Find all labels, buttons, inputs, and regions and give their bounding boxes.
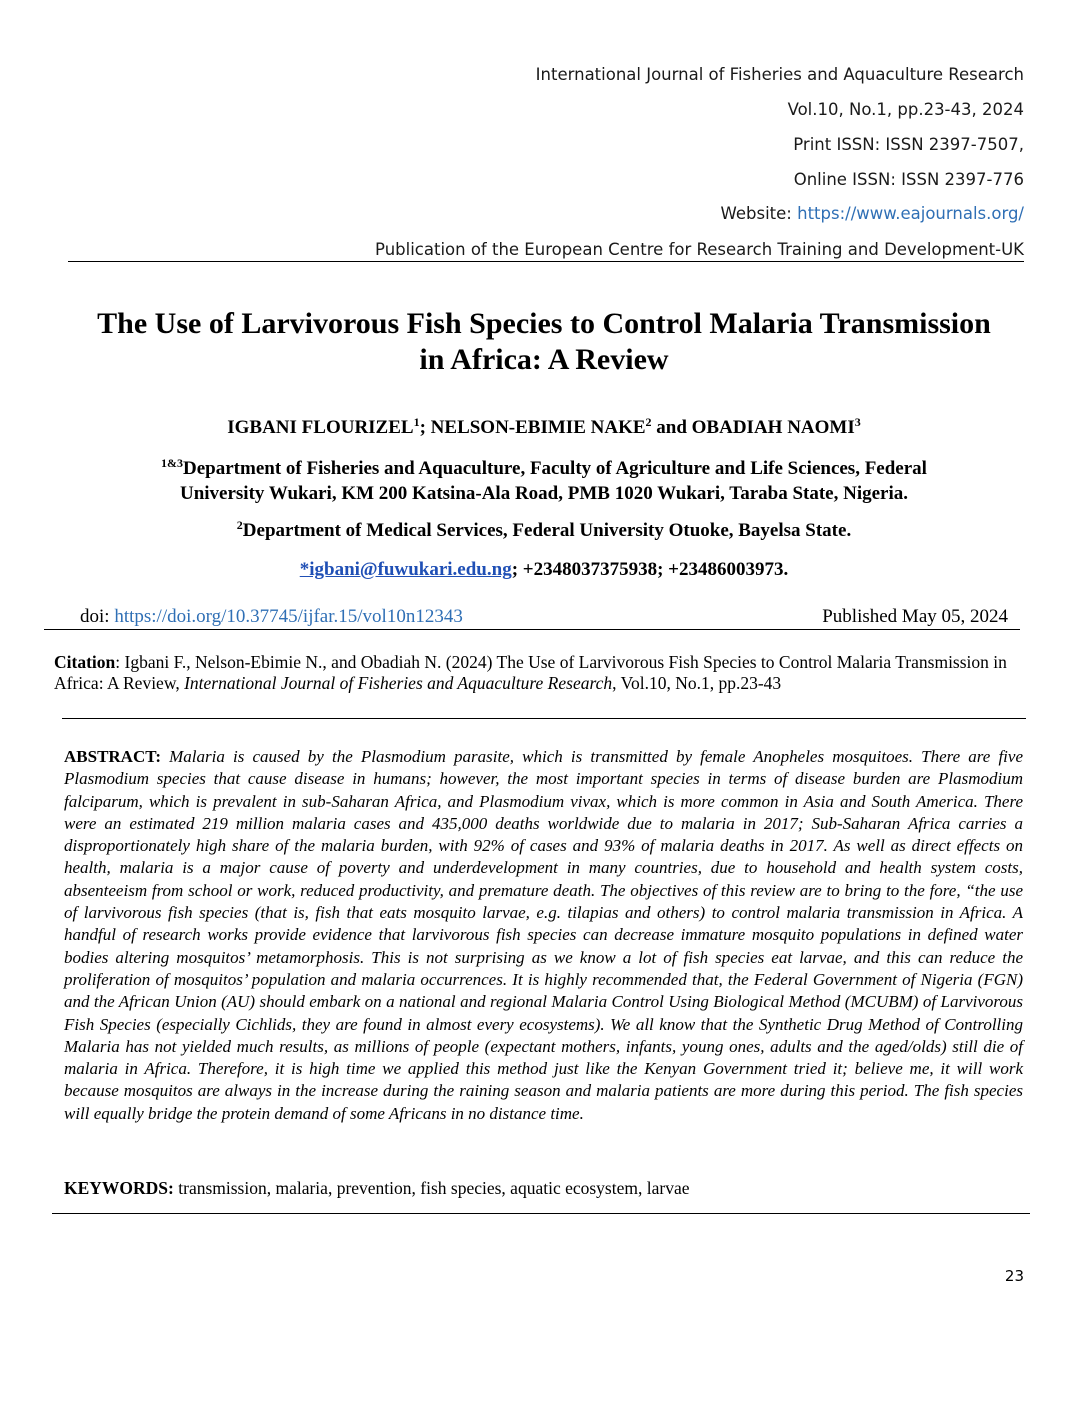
doi-link[interactable]: https://doi.org/10.37745/ijfar.15/vol10n12343 bbox=[114, 606, 463, 627]
contact-line bbox=[40, 557, 1048, 582]
author-3-sup: 3 bbox=[854, 415, 861, 429]
published-date: Published May 05, 2024 bbox=[822, 606, 1008, 627]
print-issn: Print ISSN: ISSN 2397-7507, bbox=[793, 135, 1024, 154]
affiliation-2 bbox=[40, 518, 1048, 543]
affiliation-1-sup: 1&3 bbox=[161, 456, 184, 470]
citation-journal: International Journal of Fisheries and Aquaculture Research bbox=[184, 673, 613, 693]
abstract-text: Malaria is caused by the Plasmodium parasite, which is transmitted by female Anopheles mosquitoes. There are five Plasmodium species that cause disease in humans; however, the most important species in terms of disease burden are Plasmodium falciparum, which is prevalent in sub-Saharan Africa, and Plasmodium vivax, which is more common in Asia and South America. There were an estimated 219 million malaria cases and 435,000 deaths worldwide due to malaria in 2017; Sub-Saharan Africa carries a disproportionately high share of the malaria burden, with 92% of cases and 93% of malaria deaths in 2017. As well as direct effects on health, malaria is a major cause of poverty and underdevelopment in many countries, due to household and health system costs, absenteeism from school or work, reduced productivity, and premature death. The objectives of this review are to bring to the fore, “the use of larvivorous fish species (that is, fish that eats mosquito larvae, e.g. tilapias and others) to control malaria transmission in Africa. A handful of research works provide evidence that larvivorous fish species can decrease immature mosquito populations in defined water bodies altering mosquitos’ metamorphosis. This is not surprising as we know a lot of fish species eat larvae, and this can reduce the proliferation of mosquitos’ population and malaria occurrences. It is highly recommended that, the Federal Government of Nigeria (FGN) and the African Union (AU) should embark on a national and regional Malaria Control Using Biological Method (MCUBM) of Larvivorous Fish Species (especially Cichlids, they are found in almost every ecosystems). We all know that the Synthetic Drug Method of Controlling Malaria has not yielded much results, as millions of people (expectant mothers, infants, young ones, adults and the aged/olds) still die of malaria in Africa. Therefore, it is high time we applied this method just like the Kenyan Government tried it; believe me, it will work because mosquitos are always in the increase during the raining season and malaria patients are more during this period. The fish species will equally bridge the protein demand of some Africans in no distance time. bbox=[64, 747, 1023, 1123]
abstract bbox=[64, 746, 1023, 1125]
website-label: Website: bbox=[720, 204, 792, 223]
author-3: and OBADIAH NAOMI bbox=[651, 417, 855, 438]
abstract-label: ABSTRACT: bbox=[64, 747, 161, 766]
volume-info: Vol.10, No.1, pp.23-43, 2024 bbox=[787, 100, 1024, 119]
keywords-label: KEYWORDS: bbox=[64, 1178, 174, 1198]
citation bbox=[54, 652, 1034, 694]
author-2-sup: 2 bbox=[645, 415, 652, 429]
affiliation-2-text: Department of Medical Services, Federal University Otuoke, Bayelsa State. bbox=[242, 520, 852, 541]
author-1: IGBANI FLOURIZEL bbox=[227, 417, 414, 438]
affiliation-1-line-2: University Wukari, KM 200 Katsina-Ala Road, PMB 1020 Wukari, Taraba State, Nigeria. bbox=[179, 483, 909, 504]
affiliation-2-sup: 2 bbox=[236, 518, 243, 532]
keywords-text: transmission, malaria, prevention, fish species, aquatic ecosystem, larvae bbox=[173, 1178, 690, 1198]
affiliation-1 bbox=[40, 456, 1048, 506]
author-2: ; NELSON-EBIMIE NAKE bbox=[419, 417, 646, 438]
journal-name: International Journal of Fisheries and Aquaculture Research bbox=[535, 65, 1024, 84]
citation-text: : Igbani F., Nelson-Ebimie N., and Obadiah N. (2024) The Use of Larvivorous Fish Species to Control Malaria Transmission in Africa: A Review, bbox=[54, 652, 1007, 693]
affiliation-1-line-1: Department of Fisheries and Aquaculture, Faculty of Agriculture and Life Sciences, Federal bbox=[183, 458, 927, 479]
paper-title bbox=[40, 306, 1048, 378]
doi-divider bbox=[44, 629, 1020, 630]
abstract-divider bbox=[52, 1213, 1030, 1214]
doi-label: doi: bbox=[80, 606, 110, 627]
email-link[interactable]: *igbani@fuwukari.edu.ng bbox=[299, 559, 512, 580]
page-number: 23 bbox=[1004, 1267, 1024, 1285]
keywords bbox=[64, 1177, 1023, 1199]
online-issn: Online ISSN: ISSN 2397-776 bbox=[793, 170, 1024, 189]
website-line bbox=[721, 204, 1024, 223]
doi bbox=[80, 605, 463, 629]
phone-numbers: ; +2348037375938; +23486003973. bbox=[511, 559, 789, 580]
citation-divider bbox=[62, 718, 1026, 719]
citation-volume: , Vol.10, No.1, pp.23-43 bbox=[612, 673, 782, 693]
title-line-2: in Africa: A Review bbox=[419, 343, 669, 376]
publisher-line: Publication of the European Centre for Research Training and Development-UK bbox=[375, 240, 1024, 259]
title-line-1: The Use of Larvivorous Fish Species to Control Malaria Transmission bbox=[97, 307, 991, 340]
citation-label: Citation bbox=[54, 652, 116, 672]
website-link[interactable]: https://www.eajournals.org/ bbox=[797, 204, 1024, 223]
author-list bbox=[40, 415, 1048, 440]
header-divider bbox=[68, 261, 1024, 262]
author-1-sup: 1 bbox=[413, 415, 420, 429]
